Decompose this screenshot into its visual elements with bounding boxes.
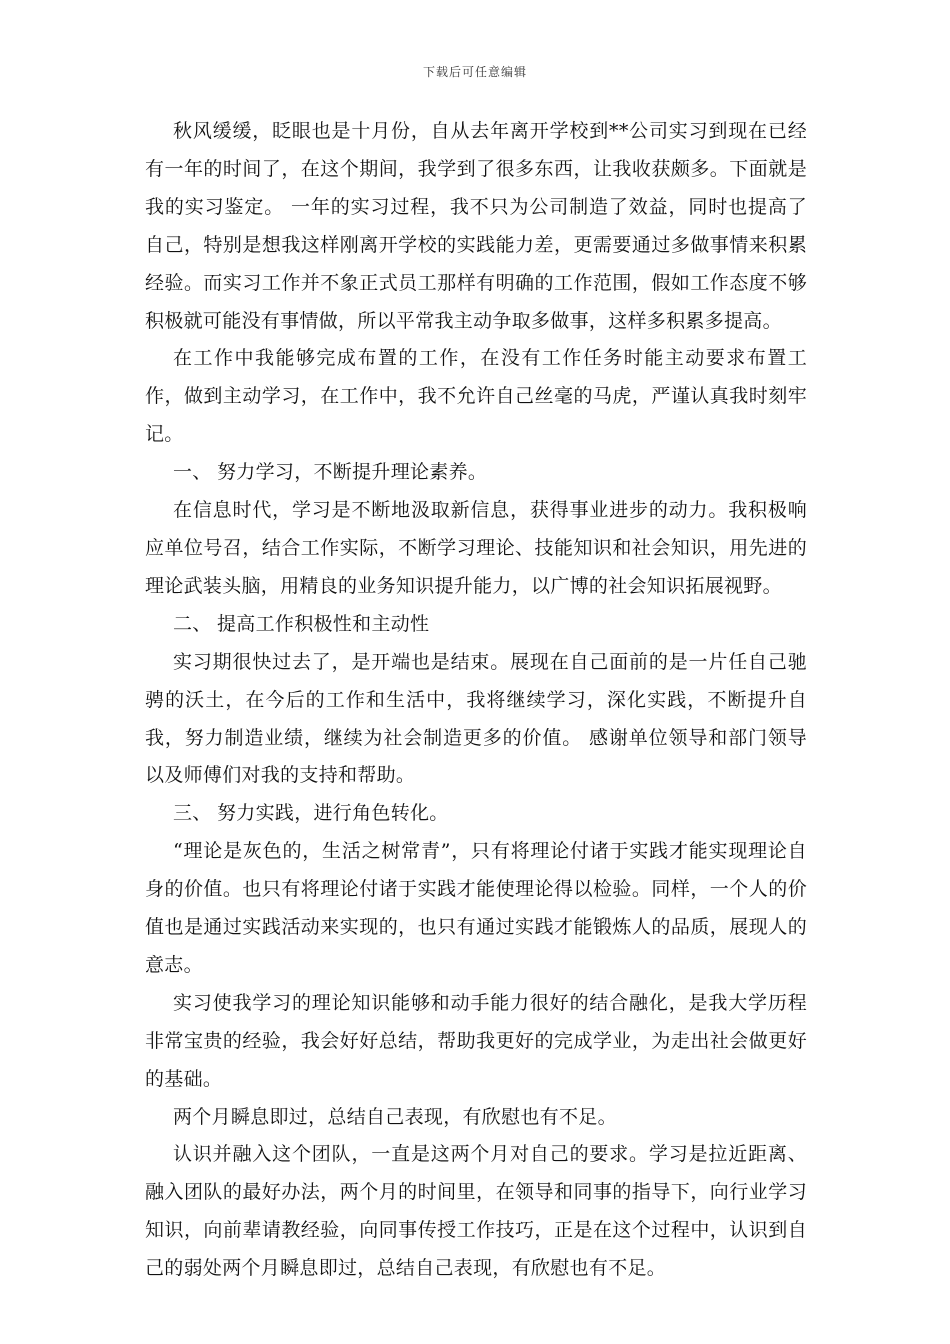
paragraph-initiative: 实习期很快过去了，是开端也是结束。展现在自己面前的是一片任自己驰骋的沃土，在今后的工作和生活中，我将继续学习，深化实践，不断提升自我，努力制造业绩，继续为社会制造更多的价值。 感谢单位领导和部门领导以及师傅们对我的支持和帮助。 bbox=[145, 650, 807, 787]
section-number-1: 一、 bbox=[173, 461, 212, 484]
paragraph-intro: 秋风缓缓，眨眼也是十月份，自从去年离开学校到**公司实习到现在已经有一年的时间了，在这个期间，我学到了很多东西，让我收获颇多。下面就是我的实习鉴定。 一年的实习过程，我不只为公司制造了效益，同时也提高了自己，特别是想我这样刚离开学校的实践能力差，更需要通过多做事情来积累经验。而实习工作并不象正式员工那样有明确的工作范围，假如工作态度不够积极就可能没有事情做，所以平常我主动争取多做事，这样多积累多提高。 bbox=[145, 120, 807, 332]
paragraph-study: 在信息时代，学习是不断地汲取新信息，获得事业进步的动力。我积极响应单位号召，结合工作实际，不断学习理论、技能知识和社会知识，用先进的理论武装头脑，用精良的业务知识提升能力，以广博的社会知识拓展视野。 bbox=[145, 499, 807, 597]
paragraph-team: 认识并融入这个团队，一直是这两个月对自己的要求。学习是拉近距离、融入团队的最好办法，两个月的时间里，在领导和同事的指导下，向行业学习知识，向前辈请教经验，向同事传授工作技巧，正是在这个过程中，认识到自己的弱处两个月瞬息即过，总结自己表现，有欣慰也有不足。 bbox=[145, 1143, 807, 1280]
section-number-3: 三、 bbox=[173, 802, 212, 825]
paragraph-internship: 实习使我学习的理论知识能够和动手能力很好的结合融化，是我大学历程非常宝贵的经验，我会好好总结，帮助我更好的完成学业，为走出社会做更好的基础。 bbox=[145, 991, 807, 1090]
paragraph-work: 在工作中我能够完成布置的工作，在没有工作任务时能主动要求布置工作，做到主动学习，在工作中，我不允许自己丝毫的马虎，严谨认真我时刻牢记。 bbox=[145, 347, 807, 446]
document-body bbox=[145, 113, 807, 1288]
section-heading-1 bbox=[145, 454, 807, 492]
paragraph-two-months: 两个月瞬息即过，总结自己表现，有欣慰也有不足。 bbox=[173, 1105, 617, 1128]
section-title-1: 努力学习，不断提升理论素养。 bbox=[217, 461, 488, 484]
section-heading-3 bbox=[145, 795, 807, 833]
section-title-3: 努力实践，进行角色转化。 bbox=[217, 802, 449, 825]
page-header: 下载后可任意编辑 bbox=[422, 65, 527, 79]
paragraph-practice: “理论是灰色的，生活之树常青”，只有将理论付诸于实践才能实现理论自身的价值。也只有将理论付诸于实践才能使理论得以检验。同样，一个人的价值也是通过实践活动来实现的，也只有通过实践才能锻炼人的品质，展现人的意志。 bbox=[145, 840, 807, 976]
section-title-2: 提高工作积极性和主动性 bbox=[217, 612, 430, 635]
section-heading-2 bbox=[145, 606, 807, 644]
section-number-2: 二、 bbox=[173, 612, 212, 635]
